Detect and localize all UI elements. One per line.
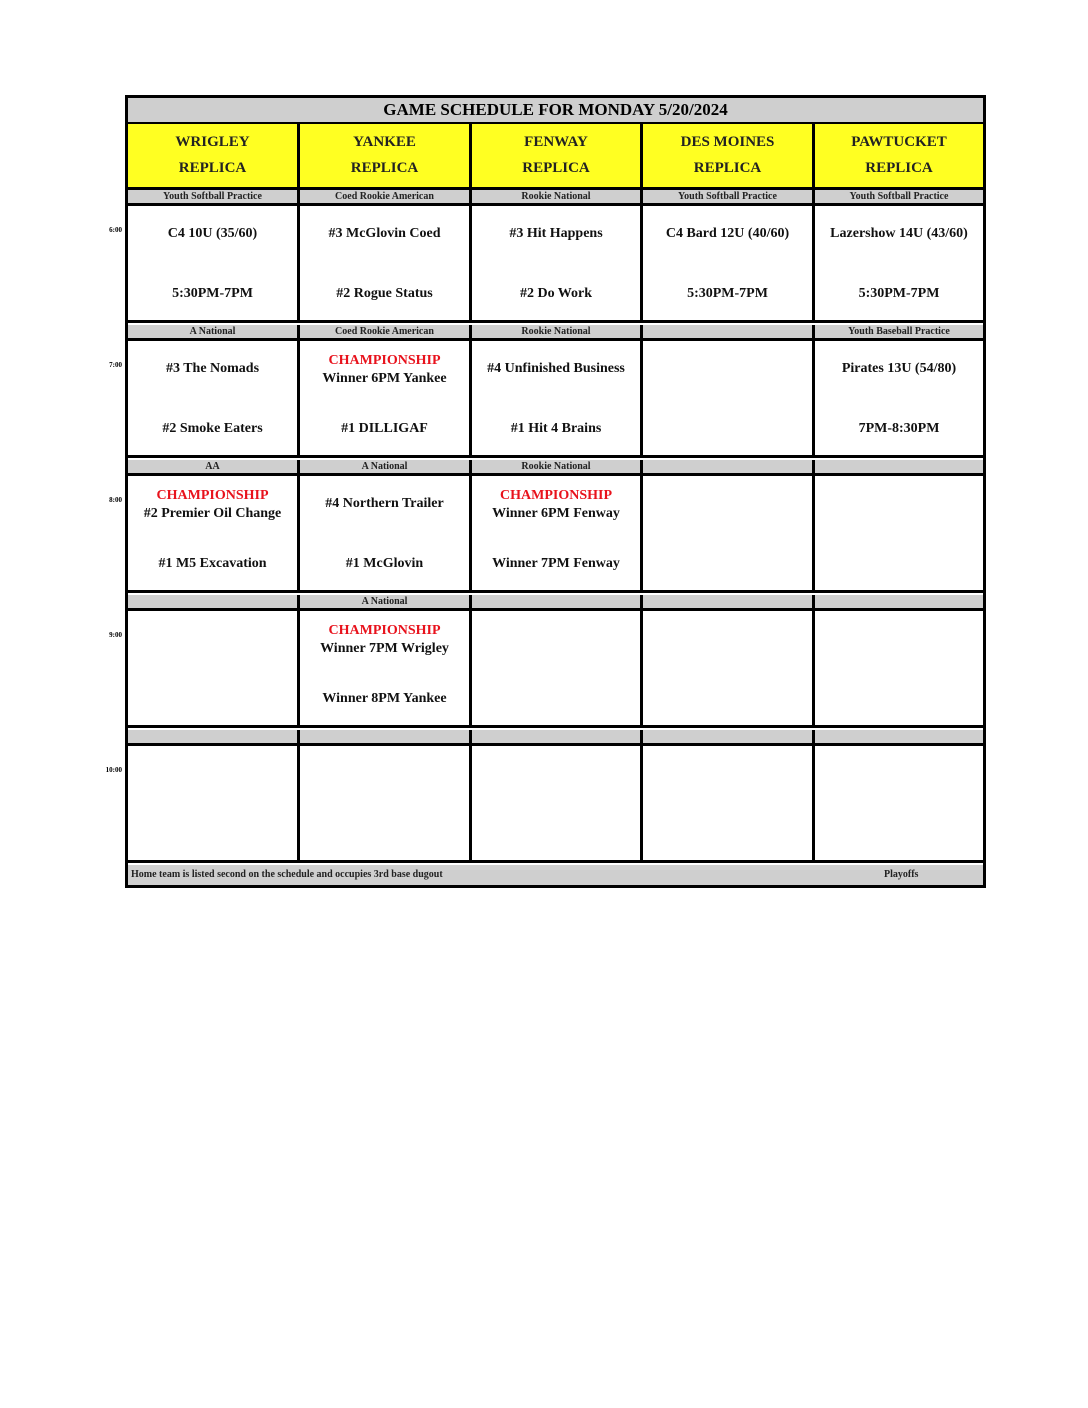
team-line-1: #2 Premier Oil Change <box>143 506 282 521</box>
division-label: Youth Softball Practice <box>815 190 986 206</box>
team-line-2: #1 McGlovin <box>345 556 424 571</box>
team-line-1: #3 The Nomads <box>165 361 260 376</box>
game-slot <box>300 611 472 728</box>
game-slot <box>300 341 472 458</box>
game-slot <box>472 206 643 323</box>
game-slot <box>815 746 986 863</box>
division-label: A National <box>300 460 472 476</box>
division-label <box>472 730 643 746</box>
team-line-2: Winner 8PM Yankee <box>322 691 447 706</box>
game-slot <box>300 476 472 593</box>
time-label: 7:00 <box>109 361 122 369</box>
playoffs-legend: Playoffs <box>884 869 919 880</box>
championship-label: CHAMPIONSHIP <box>500 488 612 503</box>
time-label: 6:00 <box>109 226 122 234</box>
division-label: Rookie National <box>472 460 643 476</box>
field-subtitle: REPLICA <box>178 160 247 176</box>
time-label: 8:00 <box>109 496 122 504</box>
team-line-1: C4 Bard 12U (40/60) <box>665 226 790 241</box>
game-slot <box>643 746 815 863</box>
team-line-1: C4 10U (35/60) <box>167 226 258 241</box>
division-label <box>643 325 815 341</box>
team-line-2: 7PM-8:30PM <box>858 421 940 436</box>
team-line-2: #2 Rogue Status <box>336 286 433 301</box>
division-label: A National <box>128 325 300 341</box>
schedule-table <box>125 95 986 888</box>
team-line-2: Winner 7PM Fenway <box>492 556 620 571</box>
field-name: DES MOINES <box>680 134 775 150</box>
field-name: PAWTUCKET <box>851 134 947 150</box>
division-label <box>128 730 300 746</box>
division-label: Youth Baseball Practice <box>815 325 986 341</box>
team-line-1: Lazershow 14U (43/60) <box>830 226 968 241</box>
field-name: YANKEE <box>353 134 416 150</box>
field-subtitle: REPLICA <box>693 160 762 176</box>
game-slot <box>300 206 472 323</box>
team-line-1: Winner 6PM Yankee <box>322 371 447 386</box>
schedule-title: GAME SCHEDULE FOR MONDAY 5/20/2024 <box>128 98 983 124</box>
championship-label: CHAMPIONSHIP <box>328 623 441 638</box>
game-slot <box>300 746 472 863</box>
field-header <box>643 124 815 190</box>
team-line-2: #2 Do Work <box>519 286 593 301</box>
field-header <box>472 124 643 190</box>
team-line-1: #4 Unfinished Business <box>487 361 625 376</box>
game-slot <box>128 746 300 863</box>
division-label: Rookie National <box>472 190 643 206</box>
division-label <box>643 460 815 476</box>
game-slot <box>643 206 815 323</box>
division-label: A National <box>300 595 472 611</box>
game-slot <box>815 206 986 323</box>
field-header <box>815 124 986 190</box>
team-line-2: 5:30PM-7PM <box>687 286 768 301</box>
team-line-1: Winner 6PM Fenway <box>492 506 620 521</box>
field-subtitle: REPLICA <box>350 160 419 176</box>
game-slot <box>128 476 300 593</box>
team-line-2: #1 M5 Excavation <box>158 556 267 571</box>
field-subtitle: REPLICA <box>522 160 590 176</box>
division-label <box>815 595 986 611</box>
division-label <box>128 595 300 611</box>
division-label <box>643 595 815 611</box>
game-slot <box>643 341 815 458</box>
championship-label: CHAMPIONSHIP <box>156 488 269 503</box>
game-slot <box>128 341 300 458</box>
team-line-1: Pirates 13U (54/80) <box>841 361 957 376</box>
championship-label: CHAMPIONSHIP <box>328 353 441 368</box>
time-label: 9:00 <box>109 631 122 639</box>
field-header <box>128 124 300 190</box>
game-slot <box>472 476 643 593</box>
game-slot <box>815 341 986 458</box>
game-slot <box>128 206 300 323</box>
team-line-2: 5:30PM-7PM <box>172 286 253 301</box>
team-line-1: Winner 7PM Wrigley <box>320 641 449 656</box>
division-label <box>815 460 986 476</box>
division-label: Youth Softball Practice <box>643 190 815 206</box>
game-slot <box>472 341 643 458</box>
field-name: WRIGLEY <box>175 134 250 150</box>
game-slot <box>815 476 986 593</box>
team-line-2: #1 DILLIGAF <box>341 421 428 436</box>
division-label: AA <box>128 460 300 476</box>
game-slot <box>643 476 815 593</box>
team-line-1: #4 Northern Trailer <box>325 496 444 511</box>
division-label <box>472 595 643 611</box>
time-label: 10:00 <box>105 766 122 774</box>
division-label: Rookie National <box>472 325 643 341</box>
division-label: Coed Rookie American <box>300 190 472 206</box>
division-label: Youth Softball Practice <box>128 190 300 206</box>
division-label <box>643 730 815 746</box>
field-header <box>300 124 472 190</box>
team-line-2: #1 Hit 4 Brains <box>510 421 602 436</box>
field-subtitle: REPLICA <box>865 160 933 176</box>
division-label <box>300 730 472 746</box>
footer-bar <box>128 865 983 885</box>
field-name: FENWAY <box>524 134 588 150</box>
division-label <box>815 730 986 746</box>
game-slot <box>643 611 815 728</box>
game-slot <box>128 611 300 728</box>
team-line-1: #3 McGlovin Coed <box>328 226 441 241</box>
home-team-note: Home team is listed second on the schedule and occupies 3rd base dugout <box>131 869 443 880</box>
team-line-1: #3 Hit Happens <box>509 226 603 241</box>
division-label: Coed Rookie American <box>300 325 472 341</box>
team-line-2: #2 Smoke Eaters <box>162 421 263 436</box>
game-slot <box>815 611 986 728</box>
game-slot <box>472 611 643 728</box>
game-slot <box>472 746 643 863</box>
team-line-2: 5:30PM-7PM <box>858 286 940 301</box>
